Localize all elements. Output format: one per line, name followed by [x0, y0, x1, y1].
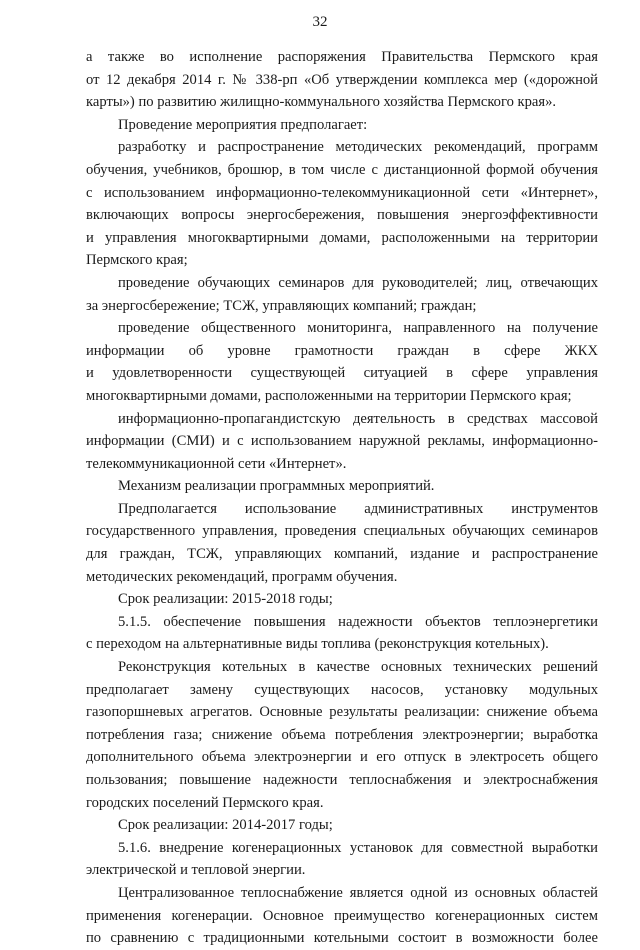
text-line: 5.1.6. внедрение когенерационных установок для совместной выработки	[118, 839, 598, 856]
text-line: проведение обучающих семинаров для руководителей; лиц, отвечающих	[118, 274, 598, 291]
text-line: пользования; повышение надежности теплоснабжения и электроснабжения	[86, 772, 598, 788]
text-line: проведение общественного мониторинга, направленного на получение	[118, 320, 598, 337]
text-line: газопоршневых агрегатов. Основные результаты реализации: снижение объема	[86, 704, 598, 721]
text-line: телекоммуникационной сети «Интернет».	[86, 455, 347, 472]
text-line: информации об уровне грамотности граждан в сфере ЖКХ	[86, 342, 598, 359]
text-line: карты») по развитию жилищно-коммунального хозяйства Пермского края».	[86, 94, 557, 111]
text-line: по сравнению с традиционными котельными состоит в возможности более	[86, 930, 598, 947]
text-line: предполагает замену существующих насосов, установку модульных	[86, 681, 598, 698]
text-line: Срок реализации: 2014-2017 годы;	[118, 817, 333, 834]
text-line: Предполагается использование административных инструментов	[118, 500, 598, 517]
document-body	[86, 46, 598, 950]
text-line: информационно-пропагандистскую деятельность в средствах массовой	[118, 410, 598, 427]
text-line: многоквартирными домами, расположенными на территории Пермского края;	[86, 387, 572, 404]
text-line: городских поселений Пермского края.	[86, 794, 324, 811]
page-number: 32	[312, 14, 328, 30]
text-line: Централизованное теплоснабжение является одной из основных областей	[118, 884, 598, 901]
text-line: а также во исполнение распоряжения Правительства Пермского края	[86, 49, 598, 65]
text-line: для граждан, ТСЖ, управляющих компаний, издание и распространение	[86, 546, 598, 563]
text-line: Механизм реализации программных мероприятий.	[118, 478, 435, 495]
text-line: включающих вопросы энергосбережения, повышения энергоэффективности	[86, 207, 598, 224]
text-line: с использованием информационно-телекоммуникационной сети «Интернет»,	[86, 184, 598, 201]
text-line: разработку и распространение методических рекомендаций, программ	[118, 139, 598, 156]
text-line: дополнительного объема электроэнергии и его отпуск в электросеть общего	[86, 749, 598, 766]
text-line: и удовлетворенности существующей ситуацией в сфере управления	[86, 365, 598, 382]
text-line: обучения, учебников, брошюр, в том числе с дистанционной формой обучения	[86, 161, 598, 178]
text-line: Срок реализации: 2015-2018 годы;	[118, 591, 333, 608]
text-line: с переходом на альтернативные виды топлива (реконструкция котельных).	[86, 636, 549, 653]
text-line: 5.1.5. обеспечение повышения надежности объектов теплоэнергетики	[118, 613, 598, 630]
text-line: и управления многоквартирными домами, расположенными на территории	[86, 229, 598, 246]
text-line: Пермского края;	[86, 252, 188, 269]
text-line: применения когенерации. Основное преимущество когенерационных систем	[86, 907, 598, 924]
text-line: от 12 декабря 2014 г. № 338-рп «Об утверждении комплекса мер («дорожной	[86, 71, 598, 88]
text-line: информации (СМИ) и с использованием наружной рекламы, информационно-	[86, 433, 598, 450]
text-line: Реконструкция котельных в качестве основных технических решений	[118, 659, 598, 676]
text-line: электрической и тепловой энергии.	[86, 862, 306, 879]
text-line: Проведение мероприятия предполагает:	[118, 116, 368, 133]
text-line: государственного управления, проведения специальных обучающих семинаров	[86, 523, 598, 540]
text-line: методических рекомендаций, программ обучения.	[86, 568, 398, 585]
text-line: за энергосбережение; ТСЖ, управляющих компаний; граждан;	[86, 297, 477, 314]
text-line: потребления газа; снижение объема потребления электроэнергии; выработка	[86, 726, 598, 743]
